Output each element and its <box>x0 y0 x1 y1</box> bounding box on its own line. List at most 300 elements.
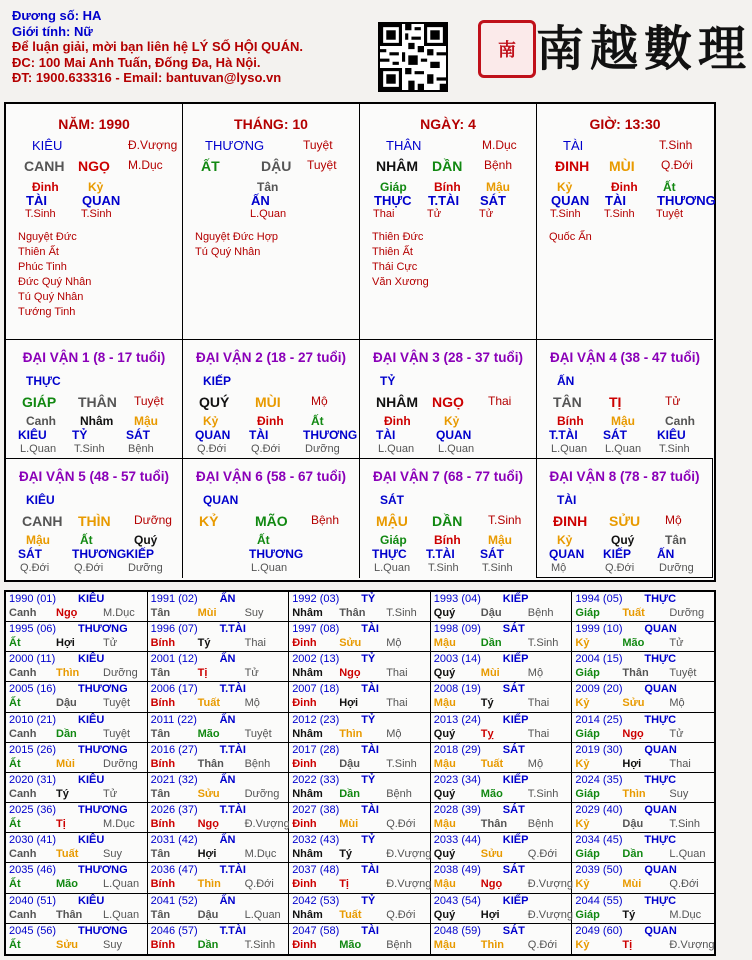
year-branch: Ngọ <box>480 878 503 891</box>
pillar-cell <box>537 104 716 340</box>
year-label: 2031 (42) <box>150 834 198 847</box>
year-label: 2045 (56) <box>9 924 57 937</box>
year-god: SÁT <box>502 804 525 817</box>
year-label: 2016 (27) <box>150 743 198 756</box>
year-cell <box>148 924 290 954</box>
luck-hidden-god: ẤN <box>657 547 675 561</box>
luck-stem: CANH <box>22 513 63 529</box>
luck-hidden-stem: Bính <box>434 533 461 547</box>
year-cell <box>572 682 714 712</box>
pillar-title: NGÀY: 4 <box>420 116 476 132</box>
year-cell <box>572 713 714 743</box>
year-stem: Kỷ <box>575 697 590 710</box>
star-item: Quốc Ấn <box>549 231 592 243</box>
year-branch: Mùi <box>197 607 217 619</box>
luck-hidden-stem: Mậu <box>134 414 158 428</box>
hidden-stem: Ất <box>663 180 676 194</box>
year-stage: Tuyệt <box>244 727 272 740</box>
year-branch: Hợi <box>197 848 217 861</box>
hidden-god: TÀI <box>605 193 626 208</box>
luck-hidden-stem: Ất <box>311 414 324 428</box>
year-branch: Thân <box>480 818 508 831</box>
year-branch: Sửu <box>197 787 220 800</box>
luck-hidden-stage: L.Quan <box>251 562 288 574</box>
year-god: KIẾP <box>502 653 529 666</box>
year-stem: Mậu <box>433 757 456 770</box>
branch-stage-label: M.Dục <box>128 158 163 172</box>
year-cell <box>431 713 573 743</box>
year-stem: Canh <box>9 787 37 800</box>
year-stage: T.Sinh <box>669 818 700 831</box>
year-stem: Đinh <box>292 938 317 951</box>
luck-title: ĐẠI VẬN 1 (8 - 17 tuổi) <box>22 350 166 365</box>
year-stem: Mậu <box>433 878 456 891</box>
year-stem: Quý <box>433 607 456 619</box>
luck-hidden-stage: Q.Đới <box>251 443 281 455</box>
year-branch: Thìn <box>339 727 363 740</box>
year-god: SÁT <box>502 683 525 696</box>
year-label: 2036 (47) <box>150 864 198 877</box>
year-label: 2038 (49) <box>433 864 481 877</box>
year-label: 2024 (35) <box>575 773 623 786</box>
year-stem: Ất <box>9 697 21 710</box>
year-god: TÀI <box>361 683 379 696</box>
heavenly-stem: NHÂM <box>376 158 418 174</box>
hidden-god: QUAN <box>82 193 121 208</box>
year-label: 2026 (37) <box>150 804 198 817</box>
luck-hidden-god: THƯƠNG <box>249 547 304 561</box>
luck-stem-god: THỰC <box>26 374 61 388</box>
year-stem: Nhâm <box>292 787 323 800</box>
year-cell <box>6 682 148 712</box>
year-stage: Đ.Vượng <box>386 878 432 891</box>
luck-hidden-god: TÀI <box>249 428 269 442</box>
year-stem: Quý <box>433 787 456 800</box>
luck-cell <box>183 340 360 459</box>
year-cell <box>431 743 573 773</box>
year-god: KIÊU <box>78 713 105 726</box>
year-stem: Nhâm <box>292 727 323 740</box>
year-stem: Quý <box>433 848 456 861</box>
hidden-god: TÀI <box>26 193 47 208</box>
year-stage: Đ.Vượng <box>386 848 432 861</box>
year-branch: Mão <box>197 727 220 740</box>
year-branch: Tuất <box>56 848 79 861</box>
year-stage: Tuyệt <box>103 727 131 740</box>
year-god: THƯƠNG <box>78 864 128 877</box>
luck-hidden-god: KIÊU <box>18 428 47 442</box>
luck-stage: T.Sinh <box>488 513 522 527</box>
year-cell <box>572 622 714 652</box>
luck-hidden-stage: Q.Đới <box>74 562 104 574</box>
luck-hidden-god: QUAN <box>195 428 231 442</box>
branch-stage-label: Q.Đới <box>661 158 693 172</box>
year-cell <box>431 682 573 712</box>
qr-code-icon[interactable] <box>378 22 448 92</box>
year-stem: Tân <box>150 727 171 740</box>
year-stage: Q.Đới <box>244 878 274 891</box>
year-stage: Thai <box>244 637 266 650</box>
year-cell <box>431 924 573 954</box>
luck-hidden-stage: L.Quan <box>551 443 588 455</box>
year-branch: Dậu <box>622 818 644 831</box>
year-stage: L.Quan <box>103 908 140 921</box>
luck-hidden-god: KIẾP <box>603 547 632 561</box>
luck-hidden-stage: T.Sinh <box>482 562 513 574</box>
hidden-stage: Tử <box>427 208 442 220</box>
year-stem: Canh <box>9 667 37 680</box>
year-stage: Dưỡng <box>103 667 138 680</box>
year-god: TỶ <box>361 773 376 786</box>
year-branch: Tuất <box>339 908 362 921</box>
luck-hidden-stage: Dưỡng <box>128 562 163 574</box>
year-stem: Kỷ <box>575 818 590 831</box>
luck-title: ĐẠI VẬN 5 (48 - 57 tuổi) <box>18 469 170 484</box>
year-label: 2039 (50) <box>575 864 623 877</box>
year-god: THƯƠNG <box>78 743 128 756</box>
luck-hidden-stem: Canh <box>26 414 56 428</box>
year-stage: M.Dục <box>103 818 135 831</box>
year-branch: Ngọ <box>56 607 78 619</box>
year-cell <box>572 773 714 803</box>
owner-gender: Giới tính: Nữ <box>12 23 93 39</box>
year-cell <box>6 713 148 743</box>
luck-hidden-stage: Q.Đới <box>20 562 50 574</box>
luck-hidden-stage: Q.Đới <box>605 562 635 574</box>
luck-branch: MÙI <box>255 394 281 410</box>
year-cell <box>289 803 431 833</box>
luck-hidden-stem: Kỷ <box>444 414 460 428</box>
year-god: SÁT <box>502 864 525 877</box>
year-cell <box>572 803 714 833</box>
year-stage: M.Dục <box>103 607 135 619</box>
year-label: 2029 (40) <box>575 804 623 817</box>
hidden-god: THƯƠNG <box>657 193 716 208</box>
year-label: 2007 (18) <box>292 683 340 696</box>
year-label: 2015 (26) <box>9 743 57 756</box>
hidden-god: THỰC <box>374 193 412 208</box>
year-stem: Giáp <box>575 727 600 740</box>
year-cell <box>289 592 431 622</box>
hidden-stage: Thai <box>373 208 395 220</box>
year-god: KIÊU <box>78 653 105 666</box>
year-stage: Dưỡng <box>244 787 280 800</box>
year-stage: Tuyệt <box>669 667 697 680</box>
year-stage: Suy <box>669 787 689 800</box>
year-stage: L.Quan <box>669 848 706 861</box>
luck-hidden-god: SÁT <box>603 428 627 442</box>
year-stem: Kỷ <box>575 878 590 891</box>
year-stage: Đ.Vượng <box>244 818 290 831</box>
year-cell <box>289 924 431 954</box>
year-stage: Q.Đới <box>386 818 416 831</box>
stem-god-label: TÀI <box>563 138 584 153</box>
year-label: 2022 (33) <box>292 773 340 786</box>
star-item: Văn Xương <box>372 276 429 288</box>
year-label: 2042 (53) <box>292 894 340 907</box>
year-stage: Thai <box>527 697 550 710</box>
star-list <box>195 230 278 260</box>
year-cell <box>6 833 148 863</box>
year-branch: Mùi <box>622 878 642 891</box>
year-stage: T.Sinh <box>386 607 417 619</box>
star-list <box>372 230 429 290</box>
luck-title: ĐẠI VẬN 4 (38 - 47 tuổi) <box>549 350 701 365</box>
year-branch: Tị <box>56 818 66 831</box>
year-branch: Sửu <box>339 637 362 650</box>
year-stem: Đinh <box>292 878 317 891</box>
year-stage: Tử <box>244 667 259 680</box>
stem-stage-label: Đ.Vượng <box>128 138 178 152</box>
year-cell <box>289 773 431 803</box>
luck-hidden-stem: Đinh <box>384 414 411 428</box>
year-branch: Thìn <box>622 787 646 800</box>
year-stage: Mộ <box>244 697 260 710</box>
chart-board <box>4 102 716 582</box>
year-label: 2033 (44) <box>433 834 481 847</box>
year-god: TỶ <box>361 593 376 605</box>
year-cell <box>6 803 148 833</box>
year-stem: Tân <box>150 787 171 800</box>
luck-branch: DẦN <box>432 513 463 529</box>
year-god: TÀI <box>361 804 379 817</box>
year-stage: Thai <box>527 727 550 740</box>
year-stem: Bính <box>150 757 176 770</box>
year-stem: Đinh <box>292 757 317 770</box>
year-god: QUAN <box>644 623 677 636</box>
year-branch: Dậu <box>480 607 502 619</box>
star-list <box>18 230 91 320</box>
year-label: 2004 (15) <box>575 653 623 666</box>
year-cell <box>148 743 290 773</box>
year-god: T.TÀI <box>219 804 246 817</box>
year-label: 2003 (14) <box>433 653 481 666</box>
year-stem: Ất <box>9 818 21 831</box>
year-god: SÁT <box>502 924 525 937</box>
year-god: THỰC <box>644 653 677 666</box>
year-stage: T.Sinh <box>386 757 417 770</box>
luck-stem-god: KIÊU <box>26 493 55 507</box>
year-god: T.TÀI <box>219 683 246 696</box>
year-stage: Suy <box>103 938 122 951</box>
year-cell <box>431 652 573 682</box>
year-branch: Thân <box>622 667 649 680</box>
year-branch: Dậu <box>197 908 219 921</box>
year-stem: Nhâm <box>292 607 323 619</box>
luck-hidden-god: QUAN <box>549 547 585 561</box>
year-stage: M.Dục <box>244 848 277 861</box>
year-stage: Tử <box>669 637 684 650</box>
luck-hidden-stem: Nhâm <box>80 414 114 428</box>
luck-hidden-god: THƯƠNG <box>72 547 127 561</box>
luck-hidden-stage: L.Quan <box>20 443 57 455</box>
year-label: 2017 (28) <box>292 743 340 756</box>
year-stage: Bệnh <box>527 607 554 619</box>
year-cell <box>289 682 431 712</box>
year-label: 2028 (39) <box>433 804 481 817</box>
year-stem: Bính <box>150 697 176 710</box>
year-stage: Dưỡng <box>103 757 138 770</box>
year-stage: Đ.Vượng <box>669 938 715 951</box>
earthly-branch: DẬU <box>261 158 292 174</box>
luck-stage: Bệnh <box>311 513 340 527</box>
year-cell <box>289 622 431 652</box>
year-label: 2012 (23) <box>292 713 340 726</box>
year-stem: Canh <box>9 607 37 619</box>
year-stage: Tử <box>103 637 118 650</box>
year-label: 2002 (13) <box>292 653 340 666</box>
hidden-stage: T.Sinh <box>81 208 112 220</box>
year-god: QUAN <box>644 683 677 696</box>
year-god: ẤN <box>219 773 236 786</box>
luck-hidden-stage: T.Sinh <box>428 562 459 574</box>
luck-cell <box>360 340 537 459</box>
branch-stage-label: Tuyệt <box>307 158 337 172</box>
year-stem: Ất <box>9 757 21 770</box>
year-god: ẤN <box>219 593 236 605</box>
star-list <box>549 230 592 245</box>
year-god: ẤN <box>219 653 236 666</box>
pillar-title: THÁNG: 10 <box>234 116 308 132</box>
year-cell <box>431 894 573 924</box>
year-cell <box>289 833 431 863</box>
luck-hidden-stage: T.Sinh <box>74 443 105 455</box>
year-god: KIẾP <box>502 713 529 726</box>
luck-hidden-god: THỰC <box>372 547 407 561</box>
year-god: TÀI <box>361 623 379 636</box>
luck-stem: MẬU <box>376 513 408 529</box>
year-label: 2048 (59) <box>433 924 481 937</box>
owner-name: Đương số: HA <box>12 8 102 23</box>
year-stem: Canh <box>9 848 37 861</box>
year-stem: Giáp <box>575 787 600 800</box>
year-cell <box>289 743 431 773</box>
luck-stage: Tuyệt <box>134 394 164 408</box>
year-branch: Thân <box>56 908 83 921</box>
star-item: Đức Quý Nhân <box>18 276 92 288</box>
luck-hidden-god: T.TÀI <box>426 547 455 561</box>
luck-stem-god: TỶ <box>380 374 396 388</box>
year-branch: Tý <box>197 637 211 650</box>
year-god: SÁT <box>502 623 525 636</box>
year-label: 2010 (21) <box>9 713 57 726</box>
year-stage: Bệnh <box>244 757 271 770</box>
year-label: 1995 (06) <box>9 623 57 636</box>
hidden-god: T.TÀI <box>428 193 460 208</box>
hidden-stem: Đinh <box>32 180 59 194</box>
luck-hidden-stem: Quý <box>134 533 158 547</box>
luck-stage: Thai <box>488 394 512 408</box>
year-branch: Tý <box>56 787 69 800</box>
year-branch: Thìn <box>56 667 80 680</box>
year-stem: Canh <box>9 727 37 740</box>
year-label: 2027 (38) <box>292 804 340 817</box>
year-cell <box>6 863 148 893</box>
year-stage: T.Sinh <box>527 787 559 800</box>
year-stage: Thai <box>386 697 408 710</box>
year-cell <box>431 773 573 803</box>
hidden-stem: Giáp <box>380 180 407 194</box>
luck-stem-god: SÁT <box>380 493 404 507</box>
year-god: TÀI <box>361 924 379 937</box>
year-cell <box>148 863 290 893</box>
year-god: THỰC <box>644 593 677 605</box>
year-god: TỶ <box>361 894 376 907</box>
year-label: 1998 (09) <box>433 623 481 636</box>
hidden-stem: Tân <box>257 180 279 194</box>
luck-hidden-stem: Đinh <box>257 414 284 428</box>
year-stem: Giáp <box>575 908 600 921</box>
luck-hidden-stem: Mậu <box>488 533 512 547</box>
year-label: 1991 (02) <box>150 593 198 605</box>
year-branch: Thân <box>339 607 366 619</box>
year-god: ẤN <box>219 713 236 726</box>
year-cell <box>148 622 290 652</box>
year-label: 2021 (32) <box>150 773 198 786</box>
luck-stem-god: QUAN <box>203 493 239 507</box>
luck-hidden-god: TÀI <box>376 428 396 442</box>
year-stage: M.Dục <box>669 908 702 921</box>
year-god: THỰC <box>644 894 677 907</box>
year-god: THỰC <box>644 773 677 786</box>
year-stem: Tân <box>150 607 171 619</box>
luck-stem: ĐINH <box>553 513 588 529</box>
year-cell <box>572 894 714 924</box>
year-god: KIẾP <box>502 593 529 605</box>
year-stem: Nhâm <box>292 908 323 921</box>
year-god: THƯƠNG <box>78 804 128 817</box>
luck-hidden-stage: L.Quan <box>605 443 642 455</box>
luck-hidden-stem: Canh <box>665 414 695 428</box>
stem-stage-label: M.Dục <box>482 138 517 152</box>
star-item: Tú Quý Nhân <box>18 291 84 303</box>
star-item: Phúc Tinh <box>18 261 67 273</box>
luck-hidden-stem: Kỷ <box>203 414 219 428</box>
year-stem: Bính <box>150 818 176 831</box>
year-stage: Thai <box>669 757 691 770</box>
year-god: TÀI <box>361 743 379 756</box>
year-branch: Tý <box>622 908 636 921</box>
stem-god-label: THÂN <box>386 138 422 153</box>
luck-hidden-stage: L.Quan <box>374 562 411 574</box>
hidden-stage: L.Quan <box>250 208 287 220</box>
year-god: KIÊU <box>78 593 105 605</box>
year-cell <box>6 592 148 622</box>
year-label: 1996 (07) <box>150 623 198 636</box>
star-item: Tú Quý Nhân <box>195 246 261 258</box>
heavenly-stem: ĐINH <box>555 158 590 174</box>
luck-hidden-stage: L.Quan <box>438 443 475 455</box>
year-label: 1994 (05) <box>575 593 623 605</box>
year-label: 2032 (43) <box>292 834 340 847</box>
year-god: THỰC <box>644 713 677 726</box>
stem-stage-label: Tuyệt <box>303 138 333 152</box>
year-branch: Dần <box>339 787 360 800</box>
year-branch: Mão <box>622 637 645 650</box>
luck-hidden-god: THƯƠNG <box>303 428 358 442</box>
pillar-cell <box>183 104 360 340</box>
luck-hidden-stage: Dưỡng <box>305 443 340 455</box>
year-god: ẤN <box>219 834 236 847</box>
year-cell <box>6 743 148 773</box>
luck-branch: MÃO <box>255 513 288 529</box>
year-branch: Dậu <box>339 757 360 770</box>
star-item: Thiên Ất <box>372 246 413 258</box>
seal-stamp: 南 <box>478 20 536 78</box>
star-item: Thiên Ất <box>18 246 59 258</box>
luck-hidden-stem: Kỷ <box>557 533 573 547</box>
hidden-god: ẤN <box>251 193 270 208</box>
